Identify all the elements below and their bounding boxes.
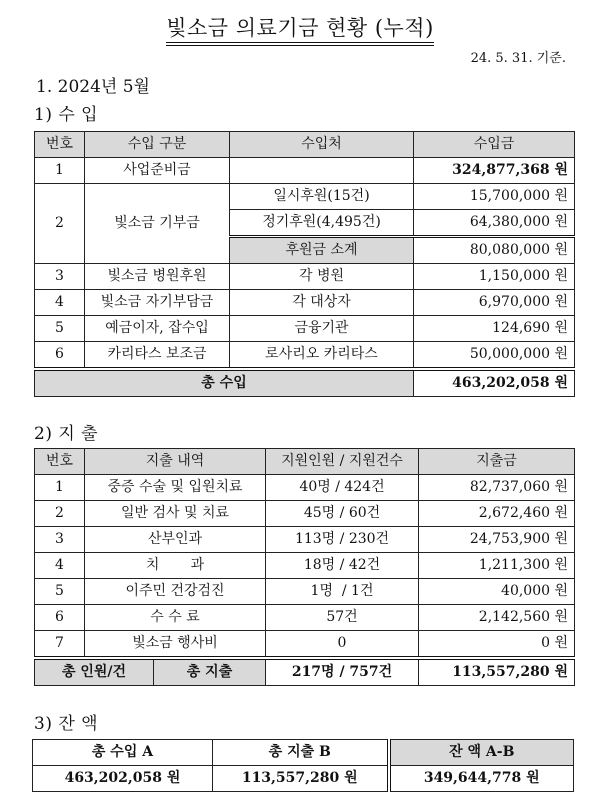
table-row [35,605,575,631]
row-source: 정기후원(4,495건) [230,210,414,237]
row-amount: 40,000 원 [419,579,575,605]
col-header-item: 지출 내역 [85,449,266,475]
row-amount: 64,380,000 원 [414,210,575,237]
row-no: 1 [35,475,85,501]
table-row [35,290,575,316]
row-amount: 1,211,300 원 [419,553,575,579]
total-expense-value: 113,557,280 원 [213,766,389,792]
row-no: 2 [35,501,85,527]
row-source: 각 병원 [230,264,414,290]
row-amount: 6,970,000 원 [414,290,575,316]
row-category: 카리타스 보조금 [85,342,230,370]
row-amount: 0 원 [419,631,575,659]
balance-value: 349,644,778 원 [389,766,574,792]
col-header-no: 번호 [35,132,85,158]
row-count: 40명 / 424건 [266,475,419,501]
period-heading: 1. 2024년 5월 [36,77,150,97]
total-count-label: 총 인원/건 [35,658,154,686]
table-header-row [33,740,574,766]
row-no: 4 [35,290,85,316]
row-no: 2 [35,184,85,264]
col-header-count: 지원인원 / 지원건수 [266,449,419,475]
row-item: 수 수 료 [85,605,266,631]
row-no: 5 [35,579,85,605]
table-row [33,766,574,792]
row-source: 일시후원(15건) [230,184,414,210]
income-table [34,131,575,397]
total-income-value: 463,202,058 원 [33,766,213,792]
total-expense-label: 총 지출 [154,658,266,686]
table-row [35,264,575,290]
row-amount: 24,753,900 원 [419,527,575,553]
row-no: 4 [35,553,85,579]
table-row [35,184,575,210]
row-category: 사업준비금 [85,158,230,184]
total-row [35,369,575,397]
col-header-source: 수입처 [230,132,414,158]
table-row [35,342,575,370]
row-count: 57건 [266,605,419,631]
row-count: 1명 / 1건 [266,579,419,605]
balance-table [32,739,574,792]
col-header-balance: 잔 액 A-B [389,740,574,766]
row-count: 45명 / 60건 [266,501,419,527]
row-source: 로사리오 카리타스 [230,342,414,370]
row-amount: 82,737,060 원 [419,475,575,501]
expense-table [34,448,575,686]
total-income-amount: 463,202,058 원 [414,369,575,397]
row-count: 0 [266,631,419,659]
row-amount: 124,690 원 [414,316,575,342]
row-no: 3 [35,264,85,290]
table-row [35,527,575,553]
balance-heading: 3) 잔 액 [34,714,99,734]
row-no: 3 [35,527,85,553]
row-source: 각 대상자 [230,290,414,316]
row-category: 빛소금 자기부담금 [85,290,230,316]
table-header-row [35,449,575,475]
total-income-label: 총 수입 [35,369,414,397]
row-amount: 50,000,000 원 [414,342,575,370]
col-header-category: 수입 구분 [85,132,230,158]
row-item: 빛소금 행사비 [85,631,266,659]
row-amount: 15,700,000 원 [414,184,575,210]
row-item: 산부인과 [85,527,266,553]
row-category: 예금이자, 잡수입 [85,316,230,342]
page-title: 빛소금 의료기금 현황 (누적) [0,14,600,46]
row-no: 6 [35,342,85,370]
basis-date: 24. 5. 31. 기준. [470,51,566,66]
col-header-no: 번호 [35,449,85,475]
subtotal-amount: 80,080,000 원 [414,237,575,264]
table-row [35,316,575,342]
col-header-total-expense: 총 지출 B [213,740,389,766]
row-item: 일반 검사 및 치료 [85,501,266,527]
row-item: 이주민 건강검진 [85,579,266,605]
row-amount: 2,672,460 원 [419,501,575,527]
table-row [35,475,575,501]
total-count: 217명 / 757건 [266,658,419,686]
col-header-amount: 수입금 [414,132,575,158]
table-row [35,158,575,184]
row-category: 빛소금 기부금 [85,184,230,264]
row-category: 빛소금 병원후원 [85,264,230,290]
row-source [230,158,414,184]
row-no: 1 [35,158,85,184]
subtotal-label: 후원금 소계 [230,237,414,264]
total-expense-amount: 113,557,280 원 [419,658,575,686]
table-row [35,631,575,659]
row-count: 18명 / 42건 [266,553,419,579]
row-count: 113명 / 230건 [266,527,419,553]
row-no: 7 [35,631,85,659]
expense-heading: 2) 지 출 [34,424,99,444]
total-row [35,658,575,686]
col-header-total-income: 총 수입 A [33,740,213,766]
table-row [35,501,575,527]
row-amount: 324,877,368 원 [414,158,575,184]
table-row [35,553,575,579]
row-no: 6 [35,605,85,631]
col-header-amount: 지출금 [419,449,575,475]
table-row [35,579,575,605]
row-source: 금융기관 [230,316,414,342]
row-amount: 2,142,560 원 [419,605,575,631]
income-heading: 1) 수 입 [34,105,99,125]
row-item: 중증 수술 및 입원치료 [85,475,266,501]
row-amount: 1,150,000 원 [414,264,575,290]
row-item: 치 과 [85,553,266,579]
row-no: 5 [35,316,85,342]
table-header-row [35,132,575,158]
